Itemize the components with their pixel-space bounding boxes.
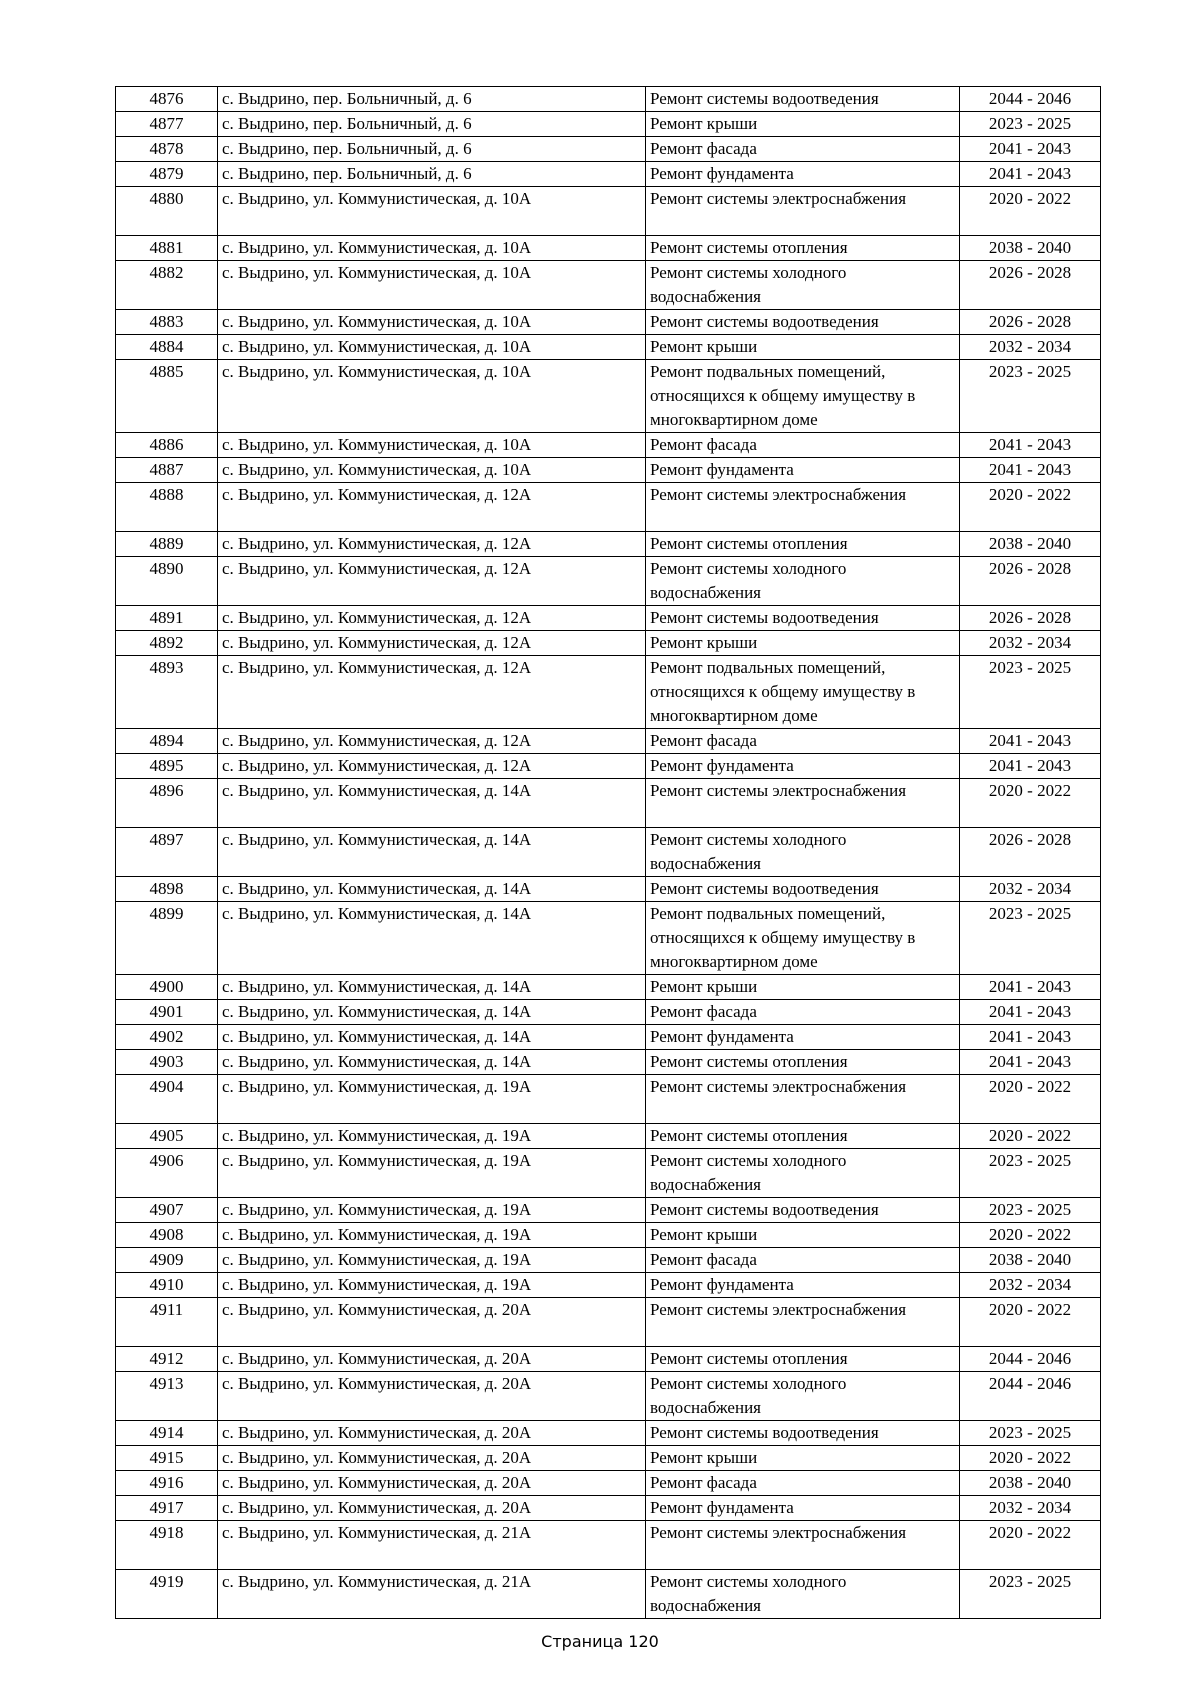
table-row <box>116 112 1101 137</box>
row-number: 4893 <box>116 656 218 729</box>
address-cell: с. Выдрино, ул. Коммунистическая, д. 12А <box>218 656 646 729</box>
row-number: 4918 <box>116 1521 218 1570</box>
table-row <box>116 335 1101 360</box>
address-cell: с. Выдрино, ул. Коммунистическая, д. 10А <box>218 236 646 261</box>
period-cell: 2026 - 2028 <box>960 557 1101 606</box>
address-cell: с. Выдрино, ул. Коммунистическая, д. 12А <box>218 532 646 557</box>
address-cell: с. Выдрино, ул. Коммунистическая, д. 14А <box>218 902 646 975</box>
work-type-cell: Ремонт фасада <box>646 1248 960 1273</box>
address-cell: с. Выдрино, ул. Коммунистическая, д. 21А <box>218 1521 646 1570</box>
period-cell: 2026 - 2028 <box>960 828 1101 877</box>
work-type-cell: Ремонт системы электроснабжения <box>646 483 960 532</box>
period-cell: 2038 - 2040 <box>960 1248 1101 1273</box>
address-cell: с. Выдрино, ул. Коммунистическая, д. 19А <box>218 1248 646 1273</box>
address-cell: с. Выдрино, ул. Коммунистическая, д. 12А <box>218 483 646 532</box>
row-number: 4889 <box>116 532 218 557</box>
work-type-cell: Ремонт подвальных помещений, относящихся к общему имуществу в многоквартирном доме <box>646 656 960 729</box>
table-row <box>116 1075 1101 1124</box>
period-cell: 2044 - 2046 <box>960 1372 1101 1421</box>
table-row <box>116 433 1101 458</box>
table-row <box>116 754 1101 779</box>
address-cell: с. Выдрино, ул. Коммунистическая, д. 20А <box>218 1446 646 1471</box>
address-cell: с. Выдрино, ул. Коммунистическая, д. 19А <box>218 1075 646 1124</box>
row-number: 4907 <box>116 1198 218 1223</box>
table-row <box>116 483 1101 532</box>
period-cell: 2023 - 2025 <box>960 1421 1101 1446</box>
address-cell: с. Выдрино, ул. Коммунистическая, д. 10А <box>218 261 646 310</box>
period-cell: 2026 - 2028 <box>960 261 1101 310</box>
table-row <box>116 1273 1101 1298</box>
period-cell: 2020 - 2022 <box>960 1521 1101 1570</box>
period-cell: 2023 - 2025 <box>960 1149 1101 1198</box>
address-cell: с. Выдрино, ул. Коммунистическая, д. 19А <box>218 1198 646 1223</box>
repair-schedule-table <box>115 86 1101 1619</box>
table-row <box>116 310 1101 335</box>
address-cell: с. Выдрино, пер. Больничный, д. 6 <box>218 112 646 137</box>
table-row <box>116 162 1101 187</box>
table-row <box>116 1000 1101 1025</box>
work-type-cell: Ремонт крыши <box>646 975 960 1000</box>
period-cell: 2038 - 2040 <box>960 236 1101 261</box>
table-row <box>116 1149 1101 1198</box>
table-row <box>116 1198 1101 1223</box>
work-type-cell: Ремонт фундамента <box>646 162 960 187</box>
row-number: 4883 <box>116 310 218 335</box>
work-type-cell: Ремонт фундамента <box>646 458 960 483</box>
period-cell: 2023 - 2025 <box>960 360 1101 433</box>
work-type-cell: Ремонт системы отопления <box>646 236 960 261</box>
address-cell: с. Выдрино, ул. Коммунистическая, д. 20А <box>218 1372 646 1421</box>
row-number: 4909 <box>116 1248 218 1273</box>
period-cell: 2020 - 2022 <box>960 1223 1101 1248</box>
row-number: 4915 <box>116 1446 218 1471</box>
table-row <box>116 1570 1101 1619</box>
row-number: 4906 <box>116 1149 218 1198</box>
work-type-cell: Ремонт фасада <box>646 433 960 458</box>
address-cell: с. Выдрино, ул. Коммунистическая, д. 14А <box>218 779 646 828</box>
row-number: 4913 <box>116 1372 218 1421</box>
period-cell: 2041 - 2043 <box>960 1000 1101 1025</box>
row-number: 4898 <box>116 877 218 902</box>
row-number: 4881 <box>116 236 218 261</box>
table-row <box>116 1421 1101 1446</box>
work-type-cell: Ремонт крыши <box>646 1223 960 1248</box>
work-type-cell: Ремонт системы холодного водоснабжения <box>646 261 960 310</box>
row-number: 4894 <box>116 729 218 754</box>
table-row <box>116 1372 1101 1421</box>
work-type-cell: Ремонт системы отопления <box>646 532 960 557</box>
table-row <box>116 1050 1101 1075</box>
work-type-cell: Ремонт системы холодного водоснабжения <box>646 1372 960 1421</box>
table-row <box>116 1124 1101 1149</box>
work-type-cell: Ремонт крыши <box>646 631 960 656</box>
row-number: 4912 <box>116 1347 218 1372</box>
row-number: 4888 <box>116 483 218 532</box>
row-number: 4896 <box>116 779 218 828</box>
row-number: 4902 <box>116 1025 218 1050</box>
work-type-cell: Ремонт системы водоотведения <box>646 606 960 631</box>
work-type-cell: Ремонт системы холодного водоснабжения <box>646 828 960 877</box>
address-cell: с. Выдрино, ул. Коммунистическая, д. 10А <box>218 458 646 483</box>
page-number: Страница 120 <box>541 1632 659 1651</box>
table-row <box>116 902 1101 975</box>
period-cell: 2041 - 2043 <box>960 754 1101 779</box>
work-type-cell: Ремонт системы водоотведения <box>646 87 960 112</box>
address-cell: с. Выдрино, пер. Больничный, д. 6 <box>218 137 646 162</box>
address-cell: с. Выдрино, ул. Коммунистическая, д. 10А <box>218 360 646 433</box>
row-number: 4919 <box>116 1570 218 1619</box>
period-cell: 2023 - 2025 <box>960 902 1101 975</box>
work-type-cell: Ремонт системы электроснабжения <box>646 779 960 828</box>
address-cell: с. Выдрино, пер. Больничный, д. 6 <box>218 87 646 112</box>
period-cell: 2038 - 2040 <box>960 532 1101 557</box>
period-cell: 2020 - 2022 <box>960 779 1101 828</box>
period-cell: 2041 - 2043 <box>960 729 1101 754</box>
work-type-cell: Ремонт системы водоотведения <box>646 310 960 335</box>
work-type-cell: Ремонт фундамента <box>646 754 960 779</box>
period-cell: 2041 - 2043 <box>960 458 1101 483</box>
work-type-cell: Ремонт фасада <box>646 729 960 754</box>
row-number: 4887 <box>116 458 218 483</box>
table-row <box>116 606 1101 631</box>
row-number: 4892 <box>116 631 218 656</box>
address-cell: с. Выдрино, ул. Коммунистическая, д. 10А <box>218 310 646 335</box>
work-type-cell: Ремонт фасада <box>646 1000 960 1025</box>
address-cell: с. Выдрино, ул. Коммунистическая, д. 12А <box>218 754 646 779</box>
work-type-cell: Ремонт системы электроснабжения <box>646 187 960 236</box>
work-type-cell: Ремонт системы электроснабжения <box>646 1521 960 1570</box>
row-number: 4899 <box>116 902 218 975</box>
address-cell: с. Выдрино, ул. Коммунистическая, д. 14А <box>218 1050 646 1075</box>
row-number: 4877 <box>116 112 218 137</box>
work-type-cell: Ремонт системы водоотведения <box>646 1198 960 1223</box>
table-row <box>116 1521 1101 1570</box>
address-cell: с. Выдрино, ул. Коммунистическая, д. 10А <box>218 187 646 236</box>
address-cell: с. Выдрино, ул. Коммунистическая, д. 14А <box>218 877 646 902</box>
address-cell: с. Выдрино, ул. Коммунистическая, д. 19А <box>218 1124 646 1149</box>
address-cell: с. Выдрино, ул. Коммунистическая, д. 21А <box>218 1570 646 1619</box>
work-type-cell: Ремонт подвальных помещений, относящихся к общему имуществу в многоквартирном доме <box>646 360 960 433</box>
row-number: 4914 <box>116 1421 218 1446</box>
table-row <box>116 1298 1101 1347</box>
row-number: 4884 <box>116 335 218 360</box>
table-row <box>116 557 1101 606</box>
table-row <box>116 1223 1101 1248</box>
table-row <box>116 360 1101 433</box>
address-cell: с. Выдрино, ул. Коммунистическая, д. 12А <box>218 557 646 606</box>
row-number: 4876 <box>116 87 218 112</box>
row-number: 4879 <box>116 162 218 187</box>
period-cell: 2020 - 2022 <box>960 483 1101 532</box>
row-number: 4908 <box>116 1223 218 1248</box>
period-cell: 2041 - 2043 <box>960 975 1101 1000</box>
work-type-cell: Ремонт системы водоотведения <box>646 877 960 902</box>
period-cell: 2038 - 2040 <box>960 1471 1101 1496</box>
period-cell: 2026 - 2028 <box>960 606 1101 631</box>
work-type-cell: Ремонт крыши <box>646 112 960 137</box>
table-row <box>116 236 1101 261</box>
table-row <box>116 877 1101 902</box>
address-cell: с. Выдрино, ул. Коммунистическая, д. 14А <box>218 828 646 877</box>
row-number: 4901 <box>116 1000 218 1025</box>
row-number: 4911 <box>116 1298 218 1347</box>
table-row <box>116 458 1101 483</box>
address-cell: с. Выдрино, ул. Коммунистическая, д. 12А <box>218 606 646 631</box>
period-cell: 2020 - 2022 <box>960 1446 1101 1471</box>
work-type-cell: Ремонт крыши <box>646 335 960 360</box>
row-number: 4905 <box>116 1124 218 1149</box>
work-type-cell: Ремонт системы холодного водоснабжения <box>646 557 960 606</box>
address-cell: с. Выдрино, ул. Коммунистическая, д. 14А <box>218 975 646 1000</box>
row-number: 4880 <box>116 187 218 236</box>
work-type-cell: Ремонт крыши <box>646 1446 960 1471</box>
period-cell: 2023 - 2025 <box>960 112 1101 137</box>
address-cell: с. Выдрино, ул. Коммунистическая, д. 12А <box>218 631 646 656</box>
address-cell: с. Выдрино, ул. Коммунистическая, д. 20А <box>218 1496 646 1521</box>
period-cell: 2020 - 2022 <box>960 1124 1101 1149</box>
work-type-cell: Ремонт фасада <box>646 137 960 162</box>
period-cell: 2041 - 2043 <box>960 137 1101 162</box>
row-number: 4917 <box>116 1496 218 1521</box>
period-cell: 2026 - 2028 <box>960 310 1101 335</box>
table-row <box>116 631 1101 656</box>
work-type-cell: Ремонт фундамента <box>646 1496 960 1521</box>
row-number: 4886 <box>116 433 218 458</box>
work-type-cell: Ремонт фундамента <box>646 1025 960 1050</box>
address-cell: с. Выдрино, ул. Коммунистическая, д. 19А <box>218 1273 646 1298</box>
row-number: 4904 <box>116 1075 218 1124</box>
address-cell: с. Выдрино, ул. Коммунистическая, д. 14А <box>218 1000 646 1025</box>
period-cell: 2023 - 2025 <box>960 1570 1101 1619</box>
work-type-cell: Ремонт системы отопления <box>646 1347 960 1372</box>
row-number: 4900 <box>116 975 218 1000</box>
work-type-cell: Ремонт системы отопления <box>646 1124 960 1149</box>
address-cell: с. Выдрино, ул. Коммунистическая, д. 19А <box>218 1223 646 1248</box>
period-cell: 2041 - 2043 <box>960 162 1101 187</box>
work-type-cell: Ремонт подвальных помещений, относящихся к общему имуществу в многоквартирном доме <box>646 902 960 975</box>
table-row <box>116 261 1101 310</box>
work-type-cell: Ремонт системы холодного водоснабжения <box>646 1149 960 1198</box>
period-cell: 2023 - 2025 <box>960 1198 1101 1223</box>
address-cell: с. Выдрино, ул. Коммунистическая, д. 19А <box>218 1149 646 1198</box>
work-type-cell: Ремонт системы электроснабжения <box>646 1075 960 1124</box>
row-number: 4903 <box>116 1050 218 1075</box>
table-row <box>116 87 1101 112</box>
period-cell: 2032 - 2034 <box>960 631 1101 656</box>
period-cell: 2032 - 2034 <box>960 877 1101 902</box>
period-cell: 2041 - 2043 <box>960 1050 1101 1075</box>
work-type-cell: Ремонт системы отопления <box>646 1050 960 1075</box>
period-cell: 2041 - 2043 <box>960 433 1101 458</box>
address-cell: с. Выдрино, ул. Коммунистическая, д. 20А <box>218 1347 646 1372</box>
table-row <box>116 137 1101 162</box>
row-number: 4878 <box>116 137 218 162</box>
period-cell: 2032 - 2034 <box>960 1273 1101 1298</box>
period-cell: 2044 - 2046 <box>960 87 1101 112</box>
table-row <box>116 532 1101 557</box>
address-cell: с. Выдрино, пер. Больничный, д. 6 <box>218 162 646 187</box>
row-number: 4910 <box>116 1273 218 1298</box>
table-row <box>116 1446 1101 1471</box>
work-type-cell: Ремонт системы холодного водоснабжения <box>646 1570 960 1619</box>
table-row <box>116 187 1101 236</box>
address-cell: с. Выдрино, ул. Коммунистическая, д. 10А <box>218 433 646 458</box>
period-cell: 2020 - 2022 <box>960 1075 1101 1124</box>
row-number: 4891 <box>116 606 218 631</box>
row-number: 4882 <box>116 261 218 310</box>
row-number: 4890 <box>116 557 218 606</box>
table-body <box>116 87 1101 1619</box>
period-cell: 2020 - 2022 <box>960 1298 1101 1347</box>
table-row <box>116 1471 1101 1496</box>
row-number: 4916 <box>116 1471 218 1496</box>
period-cell: 2044 - 2046 <box>960 1347 1101 1372</box>
table-row <box>116 975 1101 1000</box>
table-row <box>116 828 1101 877</box>
row-number: 4897 <box>116 828 218 877</box>
table-row <box>116 1248 1101 1273</box>
period-cell: 2041 - 2043 <box>960 1025 1101 1050</box>
address-cell: с. Выдрино, ул. Коммунистическая, д. 20А <box>218 1298 646 1347</box>
address-cell: с. Выдрино, ул. Коммунистическая, д. 12А <box>218 729 646 754</box>
address-cell: с. Выдрино, ул. Коммунистическая, д. 10А <box>218 335 646 360</box>
period-cell: 2023 - 2025 <box>960 656 1101 729</box>
table-row <box>116 1496 1101 1521</box>
table-row <box>116 779 1101 828</box>
row-number: 4885 <box>116 360 218 433</box>
table-row <box>116 1347 1101 1372</box>
period-cell: 2032 - 2034 <box>960 335 1101 360</box>
table-row <box>116 729 1101 754</box>
period-cell: 2020 - 2022 <box>960 187 1101 236</box>
address-cell: с. Выдрино, ул. Коммунистическая, д. 20А <box>218 1421 646 1446</box>
period-cell: 2032 - 2034 <box>960 1496 1101 1521</box>
work-type-cell: Ремонт фасада <box>646 1471 960 1496</box>
work-type-cell: Ремонт фундамента <box>646 1273 960 1298</box>
table-row <box>116 1025 1101 1050</box>
table-row <box>116 656 1101 729</box>
address-cell: с. Выдрино, ул. Коммунистическая, д. 20А <box>218 1471 646 1496</box>
address-cell: с. Выдрино, ул. Коммунистическая, д. 14А <box>218 1025 646 1050</box>
work-type-cell: Ремонт системы электроснабжения <box>646 1298 960 1347</box>
work-type-cell: Ремонт системы водоотведения <box>646 1421 960 1446</box>
row-number: 4895 <box>116 754 218 779</box>
